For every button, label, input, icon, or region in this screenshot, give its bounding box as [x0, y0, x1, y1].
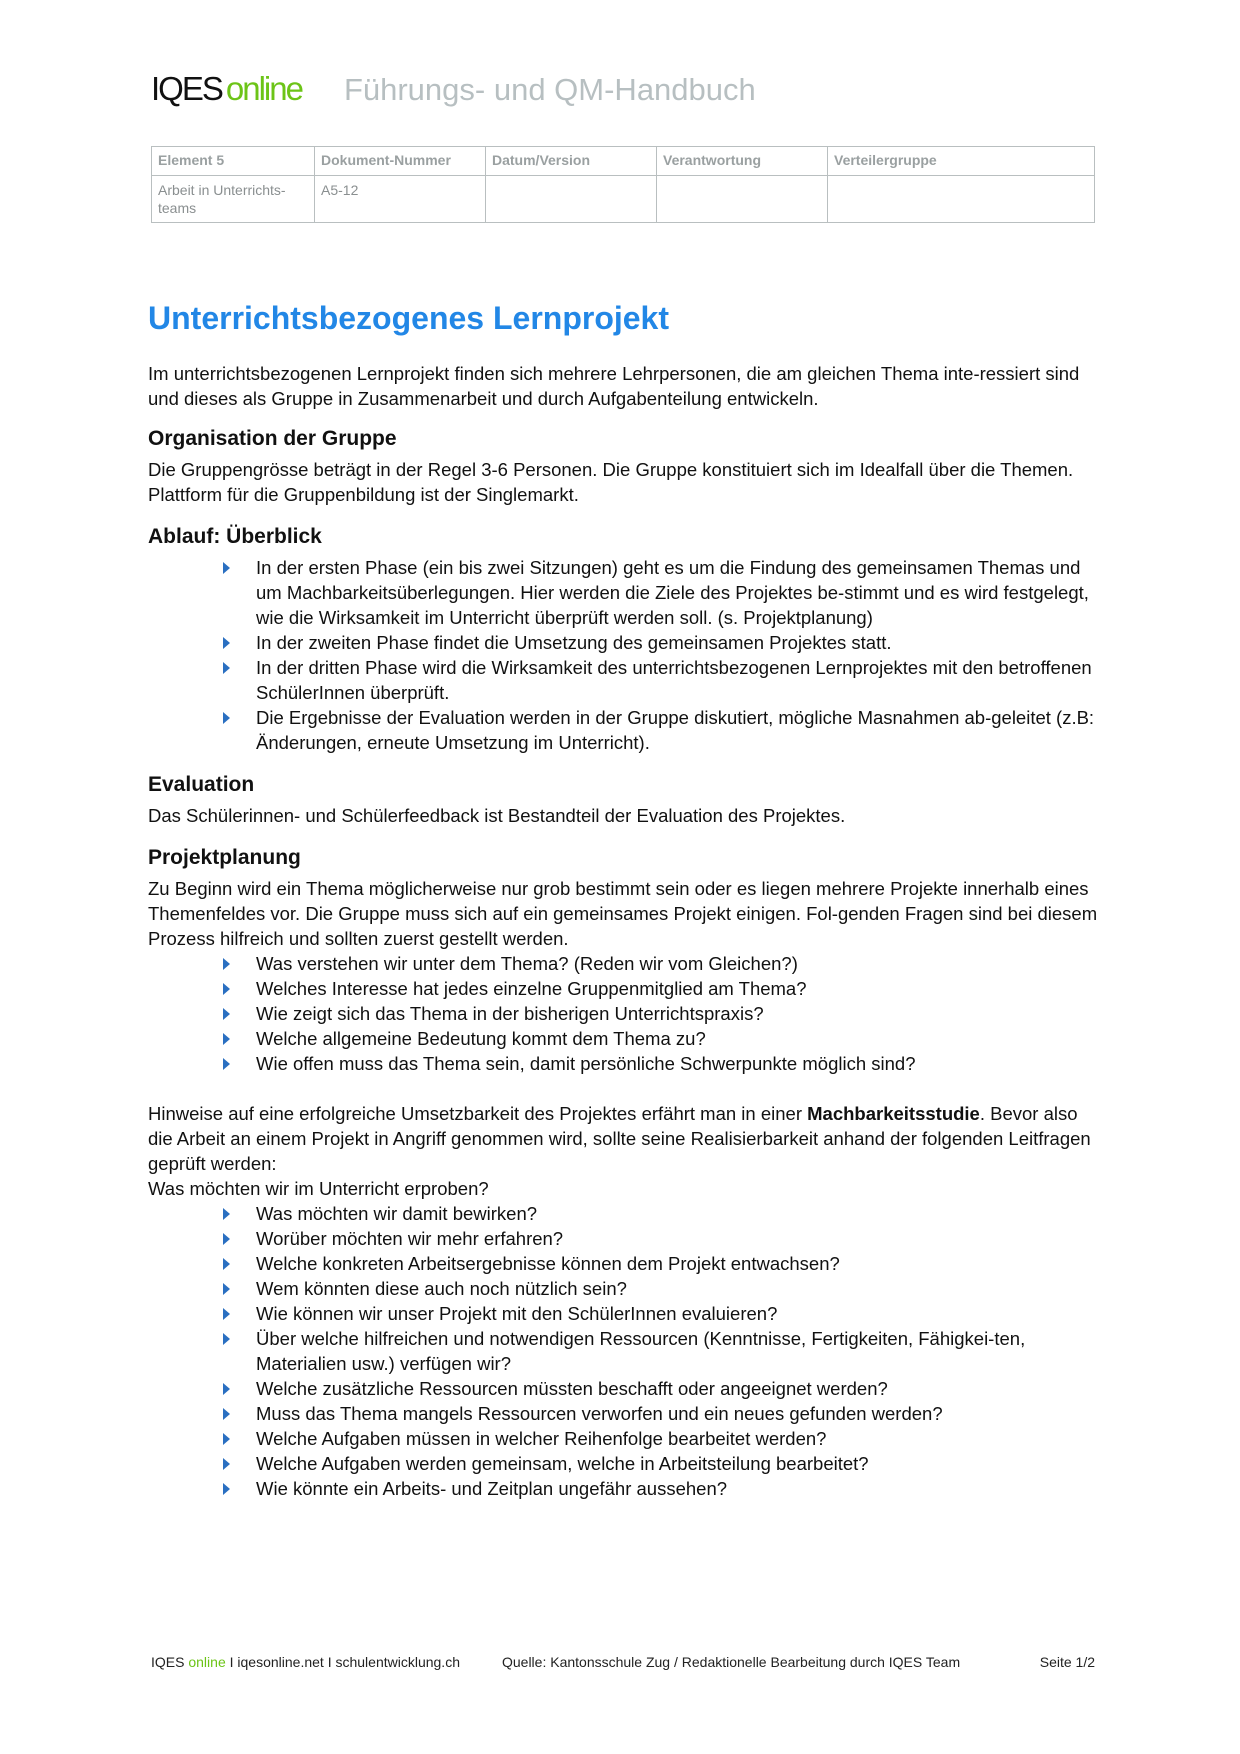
arrow-bullet-icon	[223, 1283, 230, 1295]
arrow-bullet-icon	[223, 1308, 230, 1320]
arrow-bullet-icon	[223, 1058, 230, 1070]
list-item: Worüber möchten wir mehr erfahren?	[256, 1226, 1098, 1251]
list-item: Wie offen muss das Thema sein, damit persönliche Schwerpunkte möglich sind?	[256, 1051, 1098, 1076]
evaluation-paragraph: Das Schülerinnen- und Schülerfeedback ist Bestandteil der Evaluation des Projektes.	[148, 805, 846, 826]
leitfragen-list	[148, 1201, 1098, 1501]
meta-value-responsibility	[657, 176, 828, 223]
list-item: Muss das Thema mangels Ressourcen verworfen und ein neues gefunden werden?	[256, 1401, 1098, 1426]
arrow-bullet-icon	[223, 1458, 230, 1470]
machbarkeit-paragraph: Hinweise auf eine erfolgreiche Umsetzbarkeit des Projektes erfährt man in einer Machbarkeitsstudie. Bevor also die Arbeit an einem Projekt in Angriff genommen wird, sollte seine Realisierbarkeit anhand der folgenden Leitfragen geprüft werden:	[148, 1103, 1091, 1174]
arrow-bullet-icon	[223, 1233, 230, 1245]
meta-value-doc-number: A5-12	[315, 176, 486, 223]
arrow-bullet-icon	[223, 1483, 230, 1495]
list-item: Wie könnte ein Arbeits- und Zeitplan ungefähr aussehen?	[256, 1476, 1098, 1501]
projektplanung-questions	[148, 951, 1098, 1076]
arrow-bullet-icon	[223, 712, 230, 724]
list-item: Welche Aufgaben müssen in welcher Reihenfolge bearbeitet werden?	[256, 1426, 1098, 1451]
leitfrage-intro: Was möchten wir im Unterricht erproben?	[148, 1178, 489, 1199]
meta-value-element: Arbeit in Unterrichts-teams	[152, 176, 315, 223]
footer-links: I iqesonline.net I schulentwicklung.ch	[225, 1654, 460, 1670]
list-item: Was möchten wir damit bewirken?	[256, 1201, 1098, 1226]
list-item: In der zweiten Phase findet die Umsetzung des gemeinsamen Projektes statt.	[256, 630, 1098, 655]
list-item: Welche konkreten Arbeitsergebnisse können dem Projekt entwachsen?	[256, 1251, 1098, 1276]
meta-header-distribution: Verteilergruppe	[828, 147, 1095, 176]
list-item: Welches Interesse hat jedes einzelne Gruppenmitglied am Thema?	[256, 976, 1098, 1001]
list-item: Wie zeigt sich das Thema in der bisherigen Unterrichtspraxis?	[256, 1001, 1098, 1026]
arrow-bullet-icon	[223, 1033, 230, 1045]
heading-evaluation: Evaluation	[148, 773, 255, 796]
arrow-bullet-icon	[223, 1433, 230, 1445]
arrow-bullet-icon	[223, 637, 230, 649]
meta-value-distribution	[828, 176, 1095, 223]
page-footer	[151, 1654, 1095, 1670]
list-item: Wie können wir unser Projekt mit den SchülerInnen evaluieren?	[256, 1301, 1098, 1326]
list-item: Welche allgemeine Bedeutung kommt dem Thema zu?	[256, 1026, 1098, 1051]
document-body	[148, 300, 1098, 1501]
arrow-bullet-icon	[223, 1258, 230, 1270]
ablauf-list	[148, 555, 1098, 755]
arrow-bullet-icon	[223, 1208, 230, 1220]
organisation-paragraph: Die Gruppengrösse beträgt in der Regel 3-6 Personen. Die Gruppe konstituiert sich im Idealfall über die Themen. Plattform für die Gruppenbildung ist der Singlemarkt.	[148, 459, 1074, 505]
heading-organisation: Organisation der Gruppe	[148, 427, 397, 450]
list-item: In der ersten Phase (ein bis zwei Sitzungen) geht es um die Findung des gemeinsamen Themas und um Machbarkeitsüberlegungen. Hier werden die Ziele des Projektes be-stimmt und es wird festgelegt, wie die Wirksamkeit im Unterricht überprüft werden soll. (s. Projektplanung)	[256, 555, 1098, 630]
list-item: Über welche hilfreichen und notwendigen Ressourcen (Kenntnisse, Fertigkeiten, Fähigkei-ten, Materialien usw.) verfügen wir?	[256, 1326, 1098, 1376]
handbook-title: Führungs- und QM-Handbuch	[343, 72, 756, 107]
meta-header-doc-number: Dokument-Nummer	[315, 147, 486, 176]
list-item: Die Ergebnisse der Evaluation werden in der Gruppe diskutiert, mögliche Masnahmen ab-geleitet (z.B: Änderungen, erneute Umsetzung im Unterricht).	[256, 705, 1098, 755]
arrow-bullet-icon	[223, 1333, 230, 1345]
meta-header-date-version: Datum/Version	[486, 147, 657, 176]
arrow-bullet-icon	[223, 1383, 230, 1395]
footer-source: Quelle: Kantonsschule Zug / Redaktionelle Bearbeitung durch IQES Team	[501, 1654, 961, 1670]
footer-brand: IQES online I iqesonline.net I schulentwicklung.ch	[151, 1654, 460, 1670]
arrow-bullet-icon	[223, 958, 230, 970]
machbarkeitsstudie-term: Machbarkeitsstudie	[807, 1103, 980, 1124]
page-header	[151, 70, 756, 110]
projektplanung-paragraph: Zu Beginn wird ein Thema möglicherweise nur grob bestimmt sein oder es liegen mehrere Projekte innerhalb eines Themenfeldes vor. Die Gruppe muss sich auf ein gemeinsames Projekt einigen. Fol-genden Fragen sind bei diesem Prozess hilfreich und sollten zuerst gestellt werden.	[148, 878, 1098, 949]
iqes-logo: IQES online	[151, 70, 302, 107]
page-number: Seite 1/2	[1039, 1654, 1095, 1670]
list-item: In der dritten Phase wird die Wirksamkeit des unterrichtsbezogenen Lernprojektes mit den betroffenen SchülerInnen überprüft.	[256, 655, 1098, 705]
arrow-bullet-icon	[223, 662, 230, 674]
arrow-bullet-icon	[223, 562, 230, 574]
meta-value-row	[152, 176, 1095, 223]
meta-header-responsibility: Verantwortung	[657, 147, 828, 176]
list-item: Wem könnten diese auch noch nützlich sein?	[256, 1276, 1098, 1301]
list-item: Was verstehen wir unter dem Thema? (Reden wir vom Gleichen?)	[256, 951, 1098, 976]
document-title: Unterrichtsbezogenes Lernprojekt	[148, 300, 669, 336]
heading-ablauf: Ablauf: Überblick	[148, 525, 322, 548]
arrow-bullet-icon	[223, 1008, 230, 1020]
intro-paragraph: Im unterrichtsbezogenen Lernprojekt finden sich mehrere Lehrpersonen, die am gleichen Thema inte-ressiert sind und dieses als Gruppe in Zusammenarbeit und durch Aufgabenteilung entwickeln.	[148, 363, 1080, 409]
list-item: Welche Aufgaben werden gemeinsam, welche in Arbeitsteilung bearbeitet?	[256, 1451, 1098, 1476]
heading-projektplanung: Projektplanung	[148, 846, 301, 869]
arrow-bullet-icon	[223, 983, 230, 995]
meta-header-element: Element 5	[152, 147, 315, 176]
document-meta-table	[151, 146, 1095, 223]
meta-value-date-version	[486, 176, 657, 223]
list-item: Welche zusätzliche Ressourcen müssten beschafft oder angeeignet werden?	[256, 1376, 1098, 1401]
arrow-bullet-icon	[223, 1408, 230, 1420]
meta-header-row	[152, 147, 1095, 176]
